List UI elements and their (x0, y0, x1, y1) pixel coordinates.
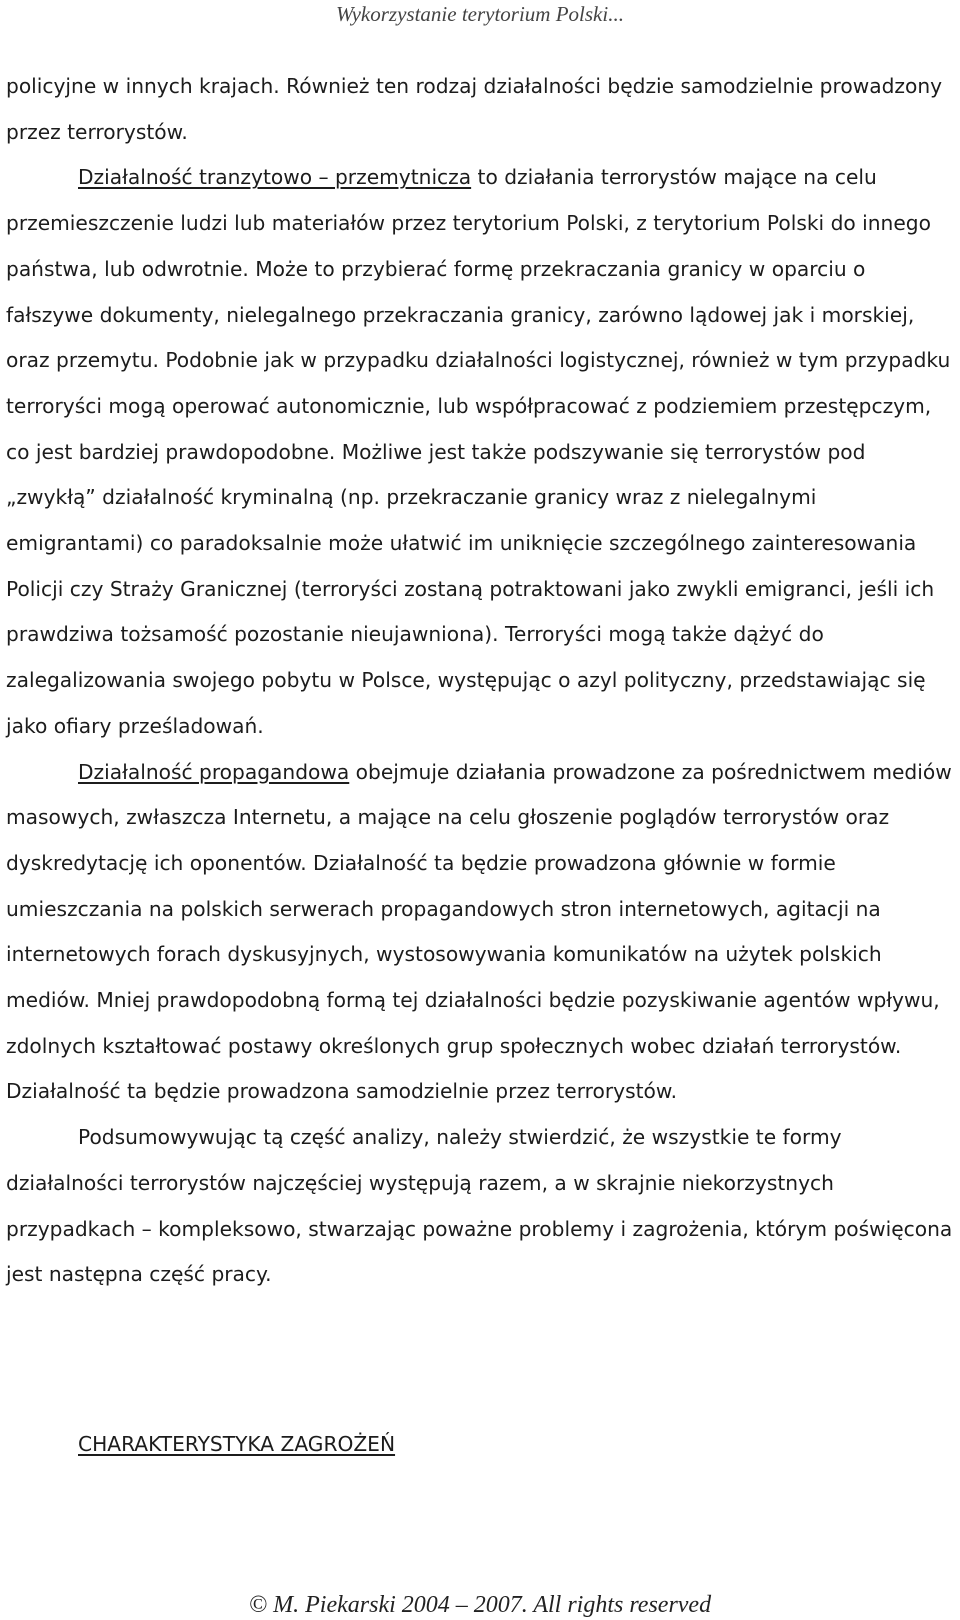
paragraph-1-text: policyjne w innych krajach. Również ten rodzaj działalności będzie samodzielnie prowadzony przez terrorystów. (6, 74, 943, 144)
paragraph-4-text: Podsumowywując tą część analizy, należy stwierdzić, że wszystkie te formy działalności terrorystów najczęściej występują razem, a w skrajnie niekorzystnych przypadkach – kompleksowo, stwarzając poważne problemy i zagrożenia, którym poświęcona jest następna część pracy. (6, 1125, 953, 1287)
running-header: Wykorzystanie terytorium Polski... (336, 2, 624, 26)
paragraph-3-text: obejmuje działania prowadzone za pośrednictwem mediów masowych, zwłaszcza Internetu, a mające na celu głoszenie poglądów terrorystów oraz dyskredytację ich oponentów. Działalność ta będzie prowadzona głównie w formie umieszczania na polskich serwerach propagandowych stron internetowych, agitacji na internetowych forach dyskusyjnych, wystosowywania komunikatów na użytek polskich mediów. Mniej prawdopodobną formą tej działalności będzie pozyskiwanie agentów wpływu, zdolnych kształtować postawy określonych grup społecznych wobec działań terrorystów. Działalność ta będzie prowadzona samodzielnie przez terrorystów. (6, 759, 952, 1104)
paragraph-1 (6, 64, 956, 155)
copyright-footer: © M. Piekarski 2004 – 2007. All rights reserved (248, 1592, 712, 1618)
paragraph-4 (6, 1115, 956, 1298)
term-transit-smuggling: Działalność tranzytowo – przemytnicza (78, 165, 472, 190)
paragraph-2 (6, 155, 956, 749)
term-propaganda: Działalność propagandowa (78, 759, 350, 784)
paragraph-3 (6, 750, 956, 1116)
document-body (6, 64, 956, 1298)
paragraph-2-text: to działania terrorystów mające na celu przemieszczenie ludzi lub materiałów przez terytorium Polski, z terytorium Polski do innego państwa, lub odwrotnie. Może to przybierać formę przekraczania granicy w oparciu o fałszywe dokumenty, nielegalnego przekraczania granicy, zarówno lądowej jak i morskiej, oraz przemytu. Podobnie jak w przypadku działalności logistycznej, również w tym przypadku terroryści mogą operować autonomicznie, lub współpracować z podziemiem przestępczym, co jest bardziej prawdopodobne. Możliwe jest także podszywanie się terrorystów pod „zwykłą” działalność kryminalną (np. przekraczanie granicy wraz z nielegalnymi emigrantami) co paradoksalnie może ułatwić im uniknięcie szczególnego zainteresowania Policji czy Straży Granicznej (terroryści zostaną potraktowani jako zwykli emigranci, jeśli ich prawdziwa tożsamość pozostanie nieujawniona). Terroryści mogą także dążyć do zalegalizowania swojego pobytu w Polsce, występując o azyl polityczny, przedstawiając się jako ofiary prześladowań. (6, 165, 951, 738)
section-heading: CHARAKTERYSTYKA ZAGROŻEŃ (78, 1432, 396, 1456)
